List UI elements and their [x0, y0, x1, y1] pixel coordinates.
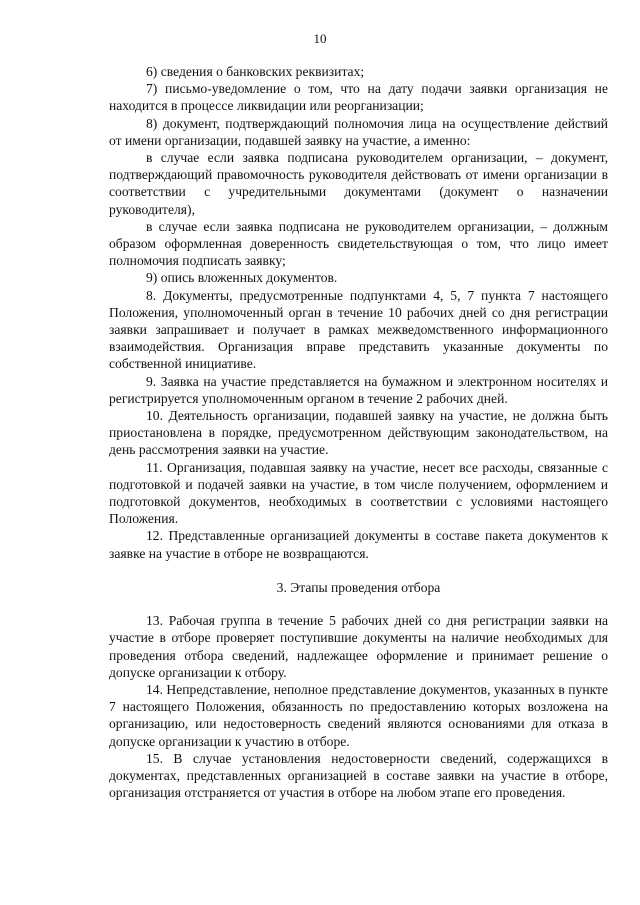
paragraph-clause-12: 12. Представленные организацией документы в составе пакета документов к заявке на участие в отборе не возвращаются. [109, 528, 608, 561]
paragraph-clause-11: 11. Организация, подавшая заявку на участие, несет все расходы, связанные с подготовкой и подачей заявки на участие, в том числе получением, оформлением и подготовкой документов, необходимых в соответствии с условиями настоящего Положения. [109, 459, 608, 527]
paragraph-item-7: 7) письмо-уведомление о том, что на дату подачи заявки организация не находится в процессе ликвидации или реорганизации; [109, 81, 608, 114]
paragraph-signed-by-other: в случае если заявка подписана не руководителем организации, – должным образом оформленная доверенность свидетельствующая о том, что лицо имеет полномочия подписать заявку; [109, 218, 608, 269]
paragraph-signed-by-head: в случае если заявка подписана руководителем организации, – документ, подтверждающий правомочность руководителя действовать от имени организации в соответствии с учредительными документами (документ о назначении руководителя), [109, 150, 608, 217]
paragraph-clause-13: 13. Рабочая группа в течение 5 рабочих дней со дня регистрации заявки на участие в отборе проверяет поступившие документы на наличие необходимых для проведения отбора сведений, надлежащее оформление и принимает решение о допуске организации к отбору. [109, 613, 608, 680]
page-number: 10 [313, 31, 327, 46]
paragraph-clause-14: 14. Непредставление, неполное представление документов, указанных в пункте 7 настоящего Положения, обязанность по предоставлению которых возложена на организацию, или недостоверность сведений являются основаниями для отказа в допуске организации к участию в отборе. [109, 681, 608, 749]
paragraph-clause-8: 8. Документы, предусмотренные подпунктами 4, 5, 7 пункта 7 настоящего Положения, уполномоченный орган в течение 10 рабочих дней со дня регистрации заявки запрашивает и получает в рамках межведомственного информационного взаимодействия. Организация вправе представить указанные документы по собственной инициативе. [109, 287, 608, 372]
section-heading: 3. Этапы проведения отбора [276, 579, 441, 595]
paragraph-item-8: 8) документ, подтверждающий полномочия лица на осуществление действий от имени организации, подавшей заявку на участие, а именно: [109, 115, 608, 148]
paragraph-clause-10: 10. Деятельность организации, подавшей заявку на участие, не должна быть приостановлена в порядке, предусмотренном действующим законодательством, на день рассмотрения заявки на участие. [109, 408, 608, 458]
paragraph-item-6: 6) сведения о банковских реквизитах; [146, 64, 365, 79]
document-body [109, 63, 608, 801]
paragraph-clause-9: 9. Заявка на участие представляется на бумажном и электронном носителях и регистрируется уполномоченным органом в течение 2 рабочих дней. [109, 373, 608, 406]
paragraph-item-9: 9) опись вложенных документов. [146, 270, 338, 286]
paragraph-clause-15: 15. В случае установления недостоверности сведений, содержащихся в документах, представленных организацией в составе заявки на участие в отборе, организация отстраняется от участия в отборе на любом этапе его проведения. [109, 750, 608, 801]
